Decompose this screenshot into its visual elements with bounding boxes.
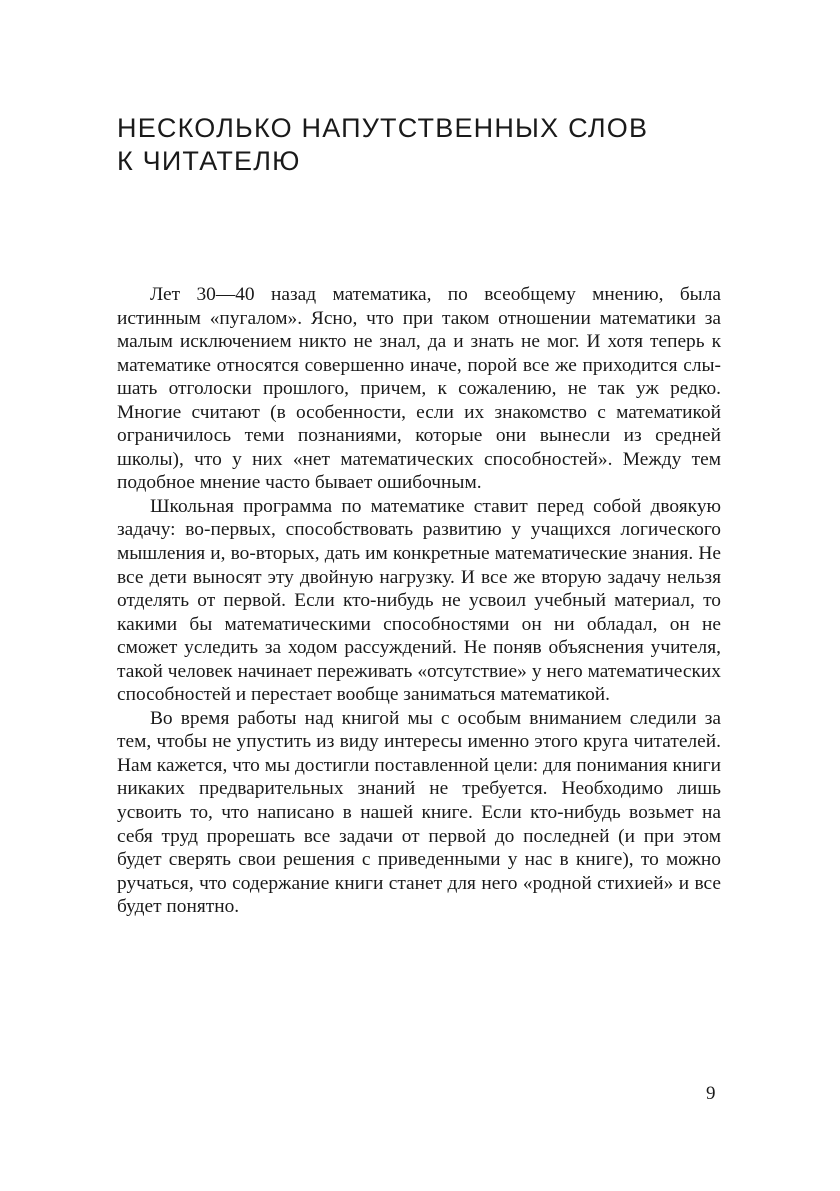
body-text bbox=[117, 283, 721, 919]
page-number: 9 bbox=[706, 1083, 716, 1104]
heading-line-1: НЕСКОЛЬКО НАПУТСТВЕННЫХ СЛОВ bbox=[117, 113, 649, 143]
paragraph-3: Во время работы над книгой мы с особым вниманием следили за тем, чтобы не упустить из виду интересы именно этого круга читателей. Нам кажется, что мы достигли поставленной цели: для понимания книги никаких предварительных знаний не требуется. Необходимо лишь усвоить то, что написано в нашей книге. Если кто-нибудь возьмет на себя труд прорешать все задачи от первой до последней (и при этом будет сверять свои решения с приведенными у нас в книге), то можно ручаться, что содержание книги станет для него «родной стихией» и все будет понятно. bbox=[117, 707, 721, 918]
heading-line-2: К ЧИТАТЕЛЮ bbox=[117, 146, 301, 176]
chapter-heading bbox=[117, 112, 737, 178]
paragraph-1: Лет 30—40 назад математика, по всеобщему мнению, была истинным «пугалом». Ясно, что при таком отношении математики за малым исключением никто не знал, да и знать не мог. И хотя теперь к математике относятся совершенно иначе, порой все же приходится слышать отголоски прошлого, причем, к сожалению, не так уж редко. Многие считают (в особенности, если их знакомство с математикой ограничилось теми познаниями, которые они вынесли из средней школы), что у них «нет математических способностей». Между тем подобное мнение часто бывает ошибочным. bbox=[117, 284, 721, 494]
paragraph-2: Школьная программа по математике ставит перед собой двоякую задачу: во-первых, способствовать развитию у учащихся логического мышления и, во-вторых, дать им конкретные математические знания. Не все дети выносят эту двойную нагрузку. И все же вторую задачу нельзя отделять от первой. Если кто-нибудь не усвоил учебный материал, то какими бы математическими способностями он ни обладал, он не сможет уследить за ходом рассуждений. Не поняв объяснения учителя, такой человек начинает переживать «отсутствие» у него математических способностей и перестает вообще заниматься математикой. bbox=[117, 495, 721, 706]
